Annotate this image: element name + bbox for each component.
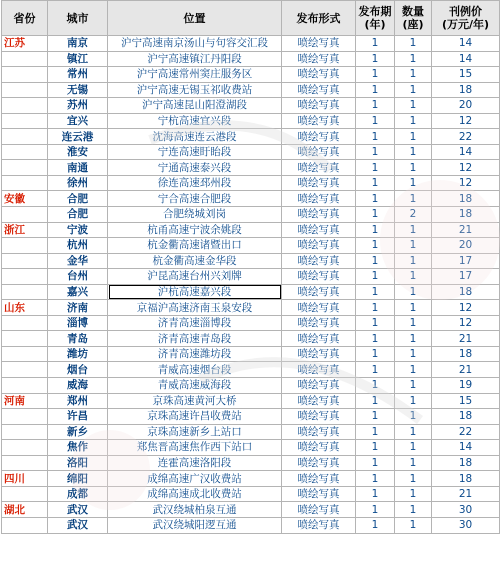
cell-province[interactable]: 山东 [2,300,48,316]
cell-form[interactable]: 喷绘写真 [282,331,356,347]
cell-period[interactable]: 1 [356,129,395,145]
table-row [2,144,500,160]
cell-period[interactable]: 1 [356,222,395,238]
table-row [2,424,500,440]
cell-price[interactable]: 18 [432,471,500,487]
cell-city[interactable]: 苏州 [48,98,108,114]
cell-location[interactable]: 青威高速威海段 [108,378,282,394]
cell-city[interactable]: 绵阳 [48,471,108,487]
cell-count[interactable]: 1 [395,362,432,378]
cell-form[interactable]: 喷绘写真 [282,253,356,269]
header-price-line1: 刊例价 [449,5,482,18]
cell-city[interactable]: 宜兴 [48,113,108,129]
cell-period[interactable]: 1 [356,191,395,207]
cell-province[interactable]: 安徽 [2,191,48,207]
cell-form[interactable]: 喷绘写真 [282,129,356,145]
cell-count[interactable]: 1 [395,346,432,362]
cell-location[interactable]: 成绵高速成北收费站 [108,486,282,502]
cell-form[interactable]: 喷绘写真 [282,113,356,129]
header-city[interactable]: 城市 [48,1,108,36]
cell-location[interactable]: 沪宁高速常州窦庄服务区 [108,67,282,83]
cell-count[interactable]: 1 [395,440,432,456]
cell-location[interactable]: 沪宁高速南京汤山与句容交汇段 [108,36,282,52]
table-row [2,409,500,425]
cell-form[interactable]: 喷绘写真 [282,471,356,487]
cell-location[interactable]: 宁杭高速宜兴段 [108,113,282,129]
cell-location[interactable]: 武汉绕城柏泉互通 [108,502,282,518]
cell-count[interactable]: 1 [395,471,432,487]
table-body [2,36,500,534]
cell-location[interactable]: 杭甬高速宁波余姚段 [108,222,282,238]
cell-price[interactable]: 21 [432,362,500,378]
cell-period[interactable]: 1 [356,362,395,378]
cell-location[interactable]: 杭金衢高速金华段 [108,253,282,269]
cell-period[interactable]: 1 [356,424,395,440]
header-count-line2: (座) [402,18,424,31]
cell-province[interactable] [2,238,48,254]
header-location[interactable]: 位置 [108,1,282,36]
cell-province[interactable] [2,517,48,533]
table-row [2,238,500,254]
cell-location[interactable]: 成绵高速广汉收费站 [108,471,282,487]
cell-location[interactable]: 青威高速烟台段 [108,362,282,378]
billboard-price-table [1,0,500,534]
cell-form[interactable]: 喷绘写真 [282,440,356,456]
cell-period[interactable]: 1 [356,144,395,160]
cell-price[interactable]: 14 [432,36,500,52]
cell-location[interactable]: 京珠高速新乡上站口 [108,424,282,440]
cell-form[interactable]: 喷绘写真 [282,82,356,98]
cell-period[interactable]: 1 [356,113,395,129]
table-row [2,51,500,67]
cell-count[interactable]: 1 [395,144,432,160]
cell-city[interactable]: 合肥 [48,191,108,207]
cell-province[interactable] [2,207,48,223]
table-row [2,207,500,223]
cell-city[interactable]: 无锡 [48,82,108,98]
cell-form[interactable]: 喷绘写真 [282,175,356,191]
cell-price[interactable]: 12 [432,175,500,191]
cell-city[interactable]: 潍坊 [48,346,108,362]
table-row [2,36,500,52]
cell-location[interactable]: 宁通高速泰兴段 [108,160,282,176]
cell-form[interactable]: 喷绘写真 [282,51,356,67]
cell-location[interactable]: 京福沪高速济南玉泉安段 [108,300,282,316]
cell-location[interactable]: 沪宁高速镇江丹阳段 [108,51,282,67]
cell-price[interactable]: 22 [432,129,500,145]
cell-price[interactable]: 19 [432,378,500,394]
cell-location[interactable]: 沪宁高速昆山阳澄湖段 [108,98,282,114]
cell-price[interactable]: 15 [432,393,500,409]
cell-location[interactable]: 京珠高速许昌收费站 [108,409,282,425]
cell-price[interactable]: 20 [432,238,500,254]
header-price[interactable] [432,1,500,36]
cell-province[interactable] [2,362,48,378]
cell-period[interactable]: 1 [356,502,395,518]
header-period-line2: (年) [364,18,386,31]
cell-form[interactable]: 喷绘写真 [282,269,356,285]
cell-location[interactable]: 宁连高速盱眙段 [108,144,282,160]
table-row [2,471,500,487]
cell-count[interactable]: 1 [395,486,432,502]
table-row [2,440,500,456]
table-row [2,502,500,518]
cell-price[interactable]: 12 [432,113,500,129]
cell-city[interactable]: 青岛 [48,331,108,347]
cell-location[interactable]: 徐连高速邳州段 [108,175,282,191]
cell-price[interactable]: 17 [432,253,500,269]
cell-form[interactable]: 喷绘写真 [282,160,356,176]
cell-period[interactable]: 1 [356,440,395,456]
cell-period[interactable]: 1 [356,284,395,300]
table-row [2,378,500,394]
cell-province[interactable] [2,144,48,160]
cell-location[interactable]: 武汉绕城阳逻互通 [108,517,282,533]
table-row [2,222,500,238]
cell-form[interactable]: 喷绘写真 [282,300,356,316]
cell-form[interactable]: 喷绘写真 [282,424,356,440]
table-row [2,331,500,347]
cell-province[interactable] [2,269,48,285]
cell-count[interactable]: 1 [395,51,432,67]
cell-location[interactable]: 沪昆高速台州兴刘牌 [108,269,282,285]
cell-location[interactable]: 沈海高速连云港段 [108,129,282,145]
cell-province[interactable]: 河南 [2,393,48,409]
cell-city[interactable]: 淮安 [48,144,108,160]
cell-province[interactable] [2,129,48,145]
cell-period[interactable]: 1 [356,486,395,502]
cell-price[interactable]: 30 [432,502,500,518]
cell-count[interactable]: 1 [395,517,432,533]
table-row [2,362,500,378]
cell-location[interactable]: 郑焦晋高速焦作西下站口 [108,440,282,456]
cell-count[interactable]: 1 [395,253,432,269]
cell-period[interactable]: 1 [356,409,395,425]
cell-location[interactable]: 济青高速青岛段 [108,331,282,347]
table-row [2,393,500,409]
cell-price[interactable]: 20 [432,98,500,114]
cell-count[interactable]: 1 [395,113,432,129]
cell-form[interactable]: 喷绘写真 [282,346,356,362]
cell-province[interactable] [2,440,48,456]
cell-province[interactable]: 四川 [2,471,48,487]
cell-price[interactable]: 18 [432,346,500,362]
cell-form[interactable]: 喷绘写真 [282,144,356,160]
header-count[interactable] [395,1,432,36]
cell-city[interactable]: 武汉 [48,502,108,518]
cell-period[interactable]: 1 [356,160,395,176]
cell-form[interactable]: 喷绘写真 [282,393,356,409]
cell-province[interactable] [2,67,48,83]
cell-form[interactable]: 喷绘写真 [282,67,356,83]
cell-period[interactable]: 1 [356,269,395,285]
cell-price[interactable]: 18 [432,409,500,425]
cell-count[interactable]: 1 [395,424,432,440]
cell-province[interactable] [2,175,48,191]
cell-count[interactable]: 1 [395,98,432,114]
cell-count[interactable]: 1 [395,315,432,331]
cell-period[interactable]: 1 [356,346,395,362]
header-count-line1: 数量 [402,5,424,18]
cell-count[interactable]: 1 [395,82,432,98]
cell-count[interactable]: 1 [395,129,432,145]
cell-price[interactable]: 14 [432,144,500,160]
cell-province[interactable] [2,331,48,347]
header-price-line2: (万元/年) [441,18,490,31]
cell-price[interactable]: 21 [432,331,500,347]
cell-city[interactable]: 金华 [48,253,108,269]
table-row [2,455,500,471]
cell-city[interactable]: 嘉兴 [48,284,108,300]
cell-province[interactable] [2,486,48,502]
cell-price[interactable]: 14 [432,51,500,67]
cell-price[interactable]: 15 [432,67,500,83]
cell-count[interactable]: 1 [395,160,432,176]
cell-location[interactable]: 济青高速潍坊段 [108,346,282,362]
cell-form[interactable]: 喷绘写真 [282,191,356,207]
cell-form[interactable]: 喷绘写真 [282,36,356,52]
table-row [2,315,500,331]
cell-price[interactable]: 18 [432,284,500,300]
cell-location[interactable]: 沪宁高速无锡玉祁收费站 [108,82,282,98]
cell-form[interactable]: 喷绘写真 [282,378,356,394]
header-period[interactable] [356,1,395,36]
cell-count[interactable]: 1 [395,238,432,254]
table-row [2,191,500,207]
cell-price[interactable]: 18 [432,455,500,471]
cell-price[interactable]: 18 [432,207,500,223]
table-row [2,175,500,191]
cell-province[interactable] [2,409,48,425]
cell-city[interactable]: 淄博 [48,315,108,331]
cell-city[interactable]: 武汉 [48,517,108,533]
header-row [2,1,500,36]
table-row [2,284,500,300]
cell-period[interactable]: 1 [356,517,395,533]
table-row [2,67,500,83]
cell-province[interactable] [2,424,48,440]
table-row [2,160,500,176]
cell-form[interactable]: 喷绘写真 [282,362,356,378]
cell-form[interactable]: 喷绘写真 [282,98,356,114]
cell-period[interactable]: 1 [356,300,395,316]
cell-price[interactable]: 21 [432,222,500,238]
cell-count[interactable]: 1 [395,269,432,285]
cell-city[interactable]: 南京 [48,36,108,52]
cell-period[interactable]: 1 [356,67,395,83]
cell-location[interactable]: 济青高速淄博段 [108,315,282,331]
cell-period[interactable]: 1 [356,98,395,114]
cell-province[interactable] [2,346,48,362]
table-row [2,269,500,285]
cell-province[interactable] [2,113,48,129]
cell-location[interactable]: 杭金衢高速诸暨出口 [108,238,282,254]
cell-form[interactable]: 喷绘写真 [282,455,356,471]
cell-form[interactable]: 喷绘写真 [282,238,356,254]
cell-location[interactable]: 京珠高速黄河大桥 [108,393,282,409]
cell-city[interactable]: 杭州 [48,238,108,254]
cell-province[interactable] [2,160,48,176]
table-row [2,253,500,269]
cell-price[interactable]: 12 [432,160,500,176]
cell-price[interactable]: 18 [432,82,500,98]
cell-city[interactable]: 许昌 [48,409,108,425]
cell-count[interactable]: 1 [395,300,432,316]
cell-count[interactable]: 1 [395,393,432,409]
cell-period[interactable]: 1 [356,36,395,52]
cell-city[interactable]: 新乡 [48,424,108,440]
cell-province[interactable] [2,455,48,471]
cell-period[interactable]: 1 [356,175,395,191]
cell-form[interactable]: 喷绘写真 [282,502,356,518]
cell-province[interactable] [2,253,48,269]
cell-form[interactable]: 喷绘写真 [282,517,356,533]
cell-location[interactable]: 合肥绕城刘岗 [108,207,282,223]
cell-count[interactable]: 1 [395,191,432,207]
cell-location[interactable]: 宁合高速合肥段 [108,191,282,207]
cell-province[interactable] [2,284,48,300]
cell-price[interactable]: 30 [432,517,500,533]
cell-price[interactable]: 12 [432,315,500,331]
cell-city[interactable]: 郑州 [48,393,108,409]
cell-city[interactable]: 济南 [48,300,108,316]
header-province[interactable]: 省份 [2,1,48,36]
cell-form[interactable]: 喷绘写真 [282,207,356,223]
cell-period[interactable]: 1 [356,455,395,471]
cell-form[interactable]: 喷绘写真 [282,315,356,331]
cell-city[interactable]: 焦作 [48,440,108,456]
table-row [2,486,500,502]
cell-province[interactable] [2,82,48,98]
cell-form[interactable]: 喷绘写真 [282,222,356,238]
cell-city[interactable]: 镇江 [48,51,108,67]
cell-city[interactable]: 洛阳 [48,455,108,471]
cell-location[interactable]: 连霍高速洛阳段 [108,455,282,471]
cell-period[interactable]: 1 [356,207,395,223]
cell-city[interactable]: 常州 [48,67,108,83]
table-row [2,517,500,533]
cell-count[interactable]: 1 [395,222,432,238]
cell-city[interactable]: 徐州 [48,175,108,191]
cell-city[interactable]: 南通 [48,160,108,176]
cell-period[interactable]: 1 [356,378,395,394]
cell-period[interactable]: 1 [356,82,395,98]
table-row [2,300,500,316]
table-row [2,346,500,362]
cell-city[interactable]: 宁波 [48,222,108,238]
cell-city[interactable]: 烟台 [48,362,108,378]
cell-count[interactable]: 1 [395,67,432,83]
cell-price[interactable]: 14 [432,440,500,456]
cell-province[interactable]: 浙江 [2,222,48,238]
cell-price[interactable]: 17 [432,269,500,285]
cell-province[interactable]: 江苏 [2,36,48,52]
cell-period[interactable]: 1 [356,253,395,269]
cell-province[interactable]: 湖北 [2,502,48,518]
header-form[interactable]: 发布形式 [282,1,356,36]
cell-form[interactable]: 喷绘写真 [282,284,356,300]
cell-form[interactable]: 喷绘写真 [282,409,356,425]
cell-count[interactable]: 1 [395,331,432,347]
cell-period[interactable]: 1 [356,471,395,487]
cell-period[interactable]: 1 [356,393,395,409]
cell-city[interactable]: 合肥 [48,207,108,223]
cell-period[interactable]: 1 [356,238,395,254]
table-row [2,82,500,98]
cell-count[interactable]: 1 [395,409,432,425]
cell-province[interactable] [2,98,48,114]
cell-count[interactable]: 2 [395,207,432,223]
cell-province[interactable] [2,378,48,394]
cell-period[interactable]: 1 [356,51,395,67]
cell-count[interactable]: 1 [395,36,432,52]
cell-location[interactable]: 沪杭高速嘉兴段 [108,284,282,300]
cell-city[interactable]: 连云港 [48,129,108,145]
table-row [2,113,500,129]
table-row [2,129,500,145]
cell-count[interactable]: 1 [395,378,432,394]
cell-form[interactable]: 喷绘写真 [282,486,356,502]
cell-city[interactable]: 台州 [48,269,108,285]
cell-count[interactable]: 1 [395,502,432,518]
cell-period[interactable]: 1 [356,331,395,347]
cell-price[interactable]: 18 [432,191,500,207]
cell-count[interactable]: 1 [395,284,432,300]
cell-price[interactable]: 21 [432,486,500,502]
cell-price[interactable]: 12 [432,300,500,316]
cell-period[interactable]: 1 [356,315,395,331]
cell-province[interactable] [2,315,48,331]
cell-count[interactable]: 1 [395,175,432,191]
cell-province[interactable] [2,51,48,67]
header-period-line1: 发布期 [358,5,392,18]
table-row [2,98,500,114]
cell-price[interactable]: 22 [432,424,500,440]
cell-city[interactable]: 成都 [48,486,108,502]
cell-city[interactable]: 威海 [48,378,108,394]
cell-count[interactable]: 1 [395,455,432,471]
